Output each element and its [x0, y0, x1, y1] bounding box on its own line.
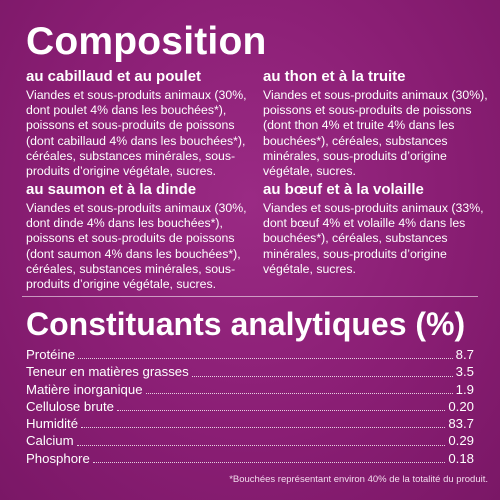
dot-leader: [77, 444, 446, 446]
constituent-row: [26, 415, 474, 432]
constituent-value: 0.29: [448, 433, 474, 449]
composition-section: [263, 181, 495, 277]
constituent-value: 1.9: [455, 381, 474, 397]
constituent-row: [26, 432, 474, 449]
composition-section: [26, 68, 258, 179]
constituents-table: [26, 346, 474, 467]
section-text: Viandes et sous-produits animaux (30%, dont poulet 4% dans les bouchées*), poissons et sous-produits de poissons (dont cabillaud 4% dans les bouchées*), céréales, substances minérales, sous-produits d’origine végétale, sucres.: [26, 88, 247, 179]
constituent-value: 0.20: [448, 398, 474, 414]
constituent-row: [26, 381, 474, 398]
constituent-row: [26, 450, 474, 467]
constituent-value: 83.7: [448, 416, 474, 432]
constituent-label: Humidité: [26, 416, 79, 432]
analysis-title: Constituants analytiques (%): [26, 306, 466, 342]
dot-leader: [146, 392, 453, 394]
constituent-label: Teneur en matières grasses: [26, 364, 189, 380]
dot-leader: [192, 375, 453, 377]
dot-leader: [81, 426, 445, 428]
footnote: *Bouchées représentant environ 40% de la totalité du produit.: [229, 474, 488, 485]
section-heading: au bœuf et à la volaille: [263, 181, 424, 198]
dot-leader: [117, 409, 445, 411]
constituent-value: 8.7: [455, 347, 474, 362]
constituent-row: [26, 363, 474, 380]
section-text: Viandes et sous-produits animaux (33%, dont bœuf 4% et volaille 4% dans les bouchées*), céréales, substances minérales, sous-produits d’origine végétale, sucres.: [263, 201, 484, 276]
composition-section: [263, 68, 495, 179]
page-title: Composition: [26, 20, 267, 63]
composition-section: [26, 181, 258, 292]
section-divider: [22, 296, 478, 297]
constituent-row: [26, 398, 474, 415]
constituent-label: Protéine: [26, 347, 76, 362]
constituent-label: Calcium: [26, 433, 74, 449]
dot-leader: [78, 357, 453, 359]
constituent-row: [26, 346, 474, 363]
constituent-value: 3.5: [455, 364, 474, 380]
constituent-label: Matière inorganique: [26, 381, 143, 397]
constituent-label: Cellulose brute: [26, 398, 114, 414]
section-heading: au thon et à la truite: [263, 68, 406, 85]
section-heading: au saumon et à la dinde: [26, 181, 197, 198]
section-text: Viandes et sous-produits animaux (30%), poissons et sous-produits de poissons (dont thon 4% et truite 4% dans les bouchées*), céréales, substances minérales, sous-produits d’origine végétale, sucres.: [263, 88, 488, 179]
constituent-label: Phosphore: [26, 450, 90, 466]
constituent-value: 0.18: [448, 450, 474, 466]
dot-leader: [93, 461, 446, 463]
section-text: Viandes et sous-produits animaux (30%, dont dinde 4% dans les bouchées*), poissons et sous-produits de poissons (dont saumon 4% dans les bouchées*), céréales, substances minérales, sous-produits d’origine végétale, sucres.: [26, 201, 247, 292]
section-heading: au cabillaud et au poulet: [26, 68, 202, 85]
